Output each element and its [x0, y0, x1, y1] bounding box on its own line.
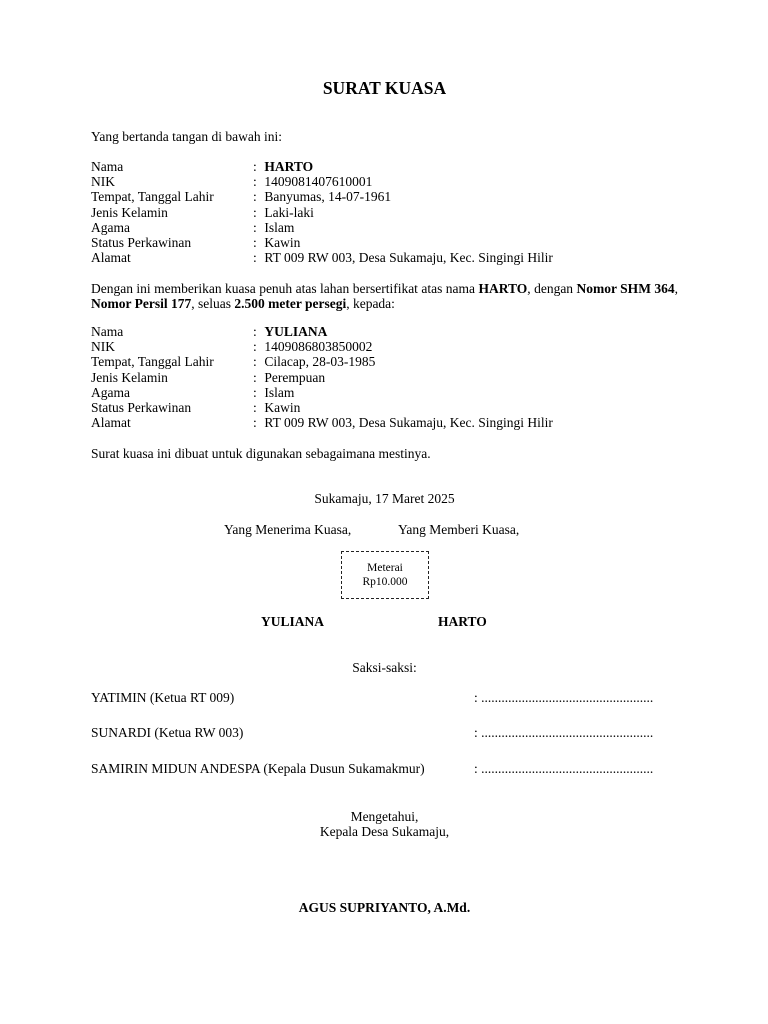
witness-name: YATIMIN (Ketua RT 009)	[91, 690, 235, 705]
grantor-row: Nama : HARTO	[91, 159, 314, 174]
grantor-name: HARTO	[264, 159, 314, 174]
witness-row	[91, 761, 678, 776]
signature-line: : ...................................................	[474, 761, 654, 776]
grantee-row: NIK : 1409086803850002	[91, 339, 373, 355]
acknowledged-label: Mengetahui,	[350, 809, 419, 824]
grantee-name: YULIANA	[264, 324, 328, 339]
witness-name: SAMIRIN MIDUN ANDESPA (Kepala Dusun Sukamakmur)	[91, 761, 425, 776]
grantor-row: Status Perkawinan : Kawin	[91, 234, 301, 250]
giver-name: HARTO	[438, 614, 487, 629]
grantee-row: Agama : Islam	[91, 384, 295, 400]
grantee-row: Tempat, Tanggal Lahir : Cilacap, 28-03-1985	[91, 354, 376, 370]
witness-name: SUNARDI (Ketua RW 003)	[91, 725, 244, 740]
place-date: Sukamaju, 17 Maret 2025	[314, 491, 455, 506]
grantor-row: Jenis Kelamin : Laki-laki	[91, 204, 314, 220]
receiver-name: YULIANA	[261, 614, 325, 629]
meterai-value: Rp10.000	[362, 576, 408, 588]
grantor-row: Tempat, Tanggal Lahir : Banyumas, 14-07-1961	[91, 189, 392, 205]
signature-line: : ...................................................	[474, 725, 654, 740]
grantee-row: Status Perkawinan : Kawin	[91, 399, 301, 415]
grantor-details	[91, 159, 553, 265]
signature-line: : ...................................................	[474, 690, 654, 705]
grantor-row: Agama : Islam	[91, 219, 295, 235]
giver-label: Yang Memberi Kuasa,	[398, 522, 520, 537]
meterai-label: Meterai	[367, 562, 403, 574]
document-title: SURAT KUASA	[322, 78, 447, 98]
village-head-title: Kepala Desa Sukamaju,	[319, 824, 450, 839]
witness-row	[91, 690, 678, 705]
village-head-name: AGUS SUPRIYANTO, A.Md.	[298, 900, 471, 915]
grantor-row: NIK : 1409081407610001	[91, 174, 373, 190]
meterai-stamp-box	[341, 551, 429, 599]
grantee-row: Nama : YULIANA	[91, 324, 328, 339]
closing-text: Surat kuasa ini dibuat untuk digunakan sebagaimana mestinya.	[91, 446, 431, 461]
grantor-row: Alamat : RT 009 RW 003, Desa Sukamaju, Kec. Singingi Hilir	[91, 250, 553, 266]
statement-paragraph: Dengan ini memberikan kuasa penuh atas lahan bersertifikat atas nama HARTO, dengan Nomor SHM 364, Nomor Persil 177, seluas 2.500 meter persegi, kepada:	[91, 281, 678, 311]
intro-text: Yang bertanda tangan di bawah ini:	[91, 129, 282, 144]
grantee-details	[91, 324, 553, 430]
grantee-row: Jenis Kelamin : Perempuan	[91, 369, 326, 385]
witness-row	[91, 725, 678, 740]
witness-heading: Saksi-saksi:	[352, 660, 417, 675]
receiver-label: Yang Menerima Kuasa,	[224, 522, 352, 537]
grantee-row: Alamat : RT 009 RW 003, Desa Sukamaju, Kec. Singingi Hilir	[91, 415, 553, 431]
